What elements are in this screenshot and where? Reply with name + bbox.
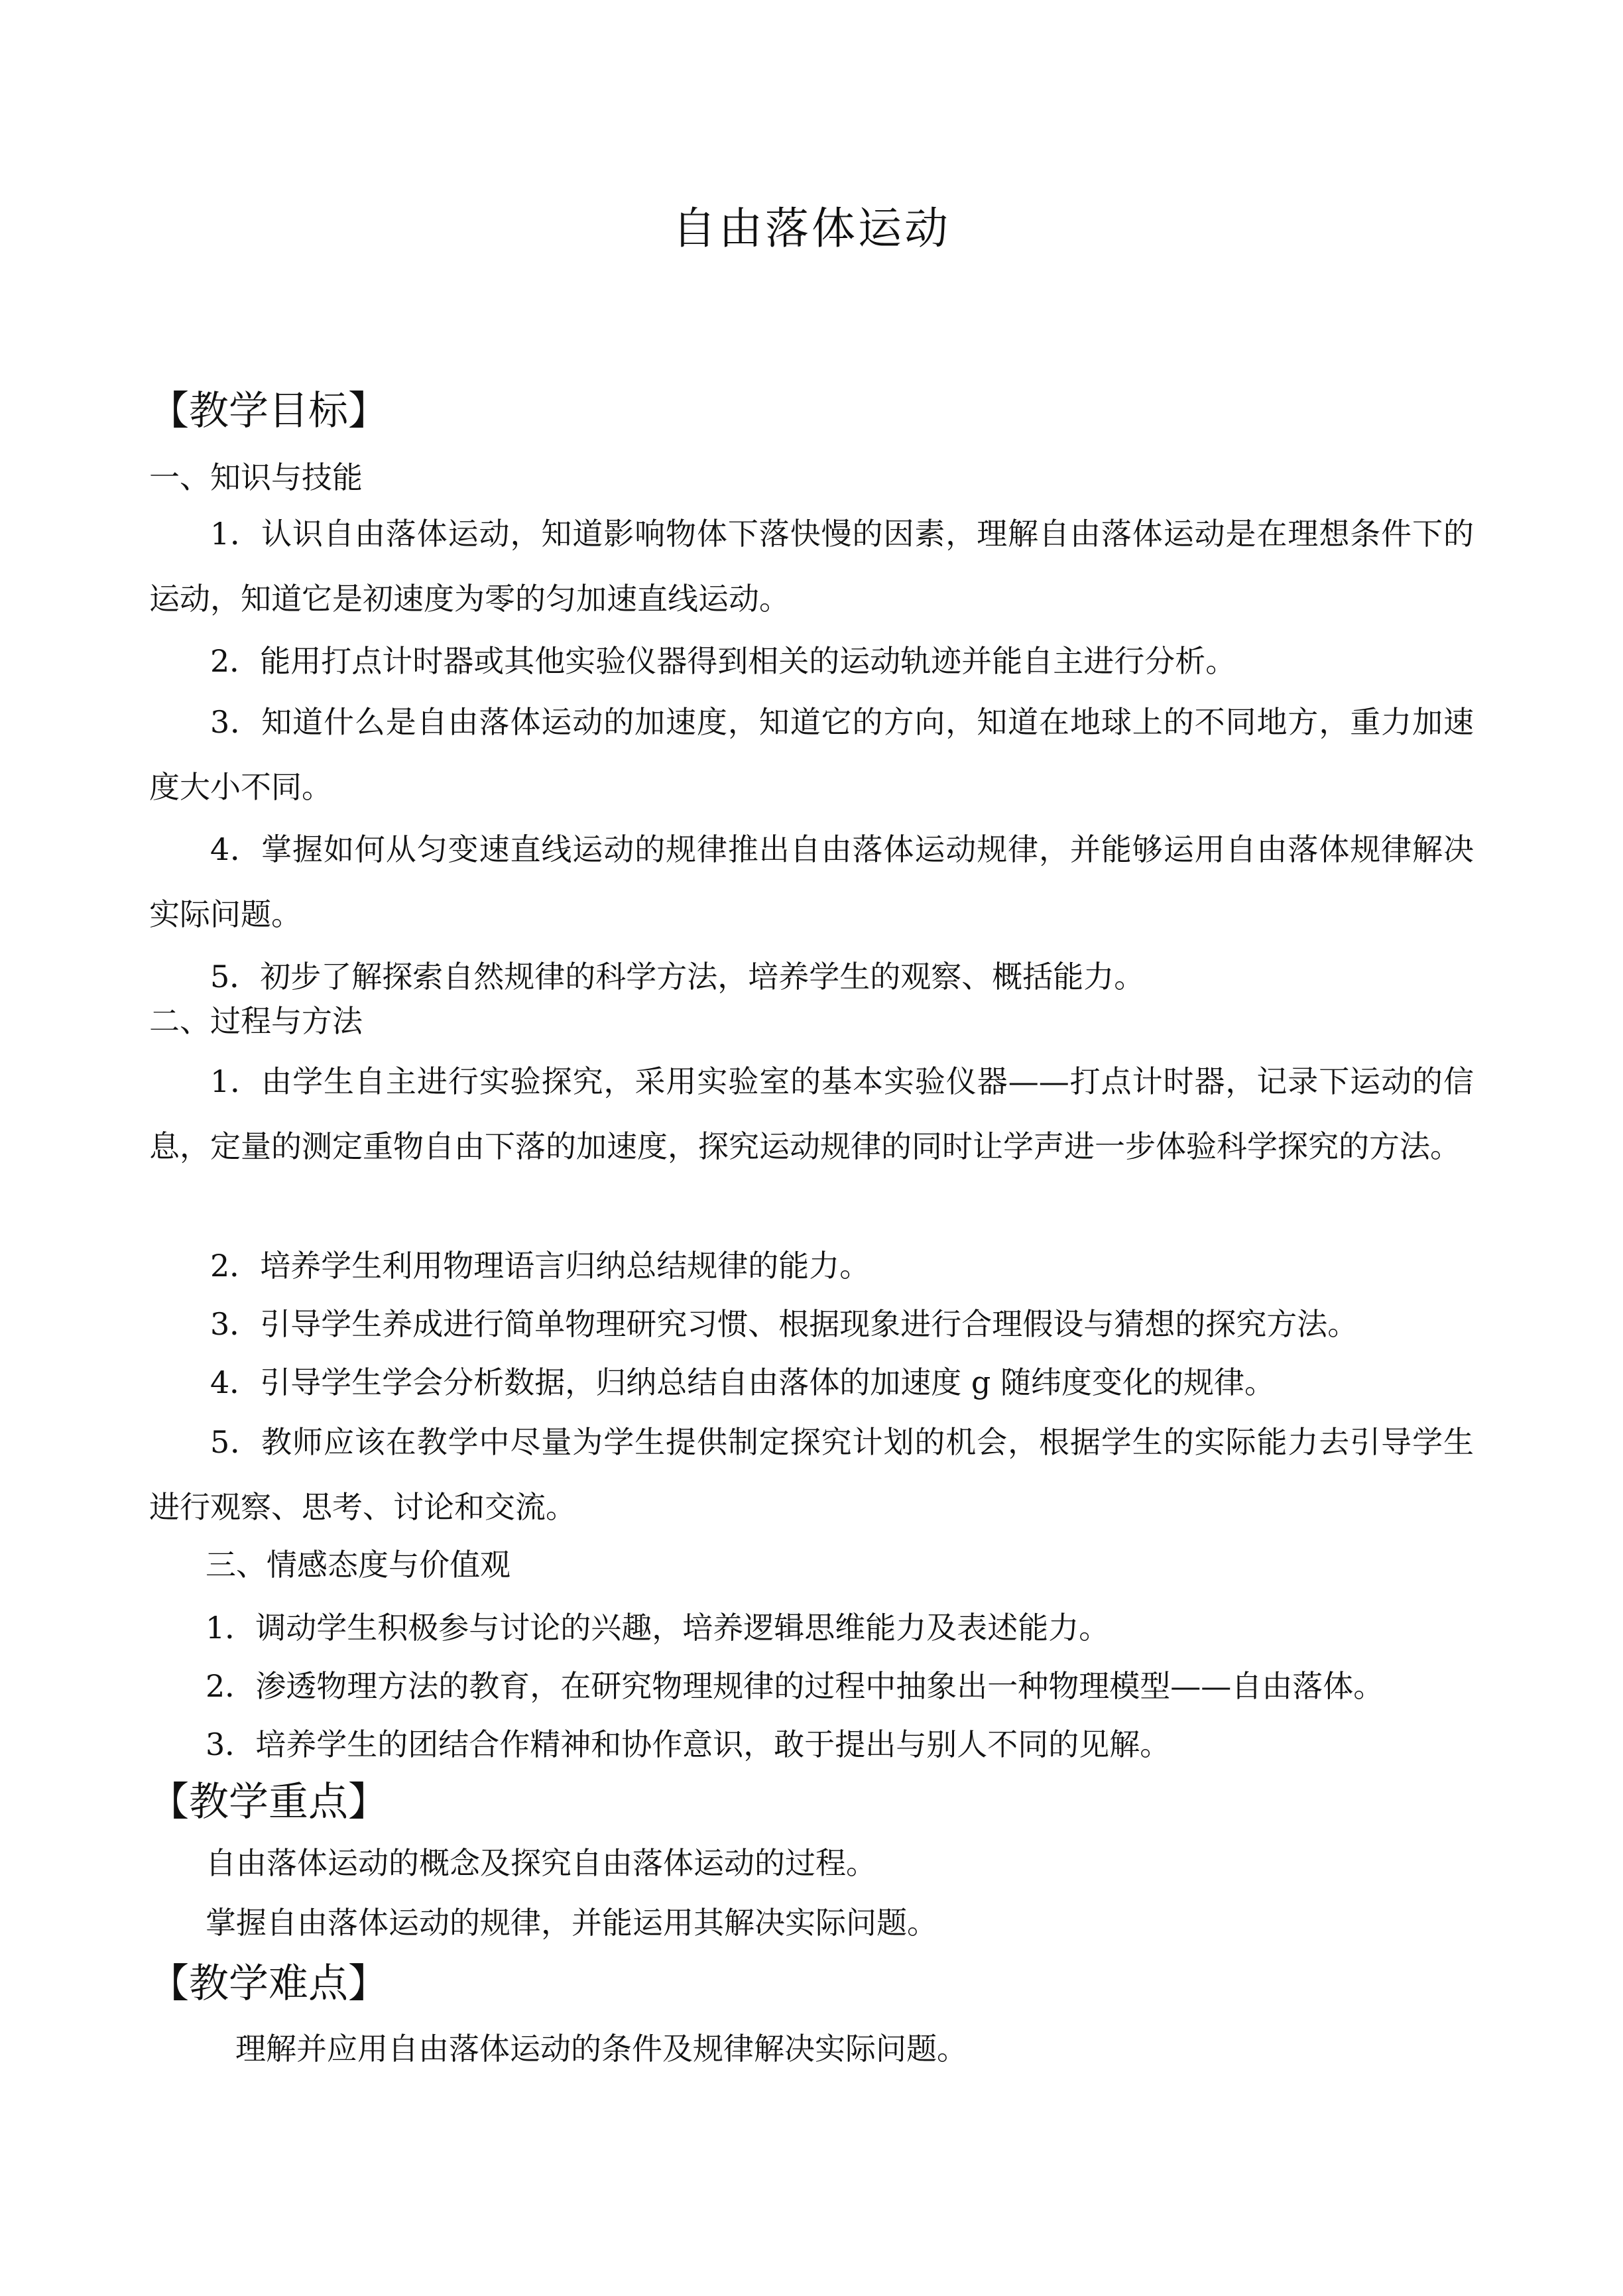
difficulties-heading: 【教学难点】 xyxy=(149,1961,388,2007)
knowledge-item-3: 3．知道什么是自由落体运动的加速度，知道它的方向，知道在地球上的不同地方，重力加速度大小不同。 xyxy=(149,704,1474,805)
objectives-heading: 【教学目标】 xyxy=(149,388,388,434)
knowledge-skills-heading: 一、知识与技能 xyxy=(149,459,363,495)
emotion-item-3: 3．培养学生的团结合作精神和协作意识，敢于提出与别人不同的见解。 xyxy=(206,1726,1171,1762)
key-point-2: 掌握自由落体运动的规律，并能运用其解决实际问题。 xyxy=(206,1905,937,1941)
key-points-heading: 【教学重点】 xyxy=(149,1779,388,1825)
knowledge-item-5: 5．初步了解探索自然规律的科学方法，培养学生的观察、概括能力。 xyxy=(210,959,1145,995)
process-item-1: 1．由学生自主进行实验探究，采用实验室的基本实验仪器——打点计时器，记录下运动的信息，定量的测定重物自由下落的加速度，探究运动规律的同时让学声进一步体验科学探究的方法。 xyxy=(149,1063,1474,1164)
process-item-5: 5．教师应该在教学中尽量为学生提供制定探究计划的机会，根据学生的实际能力去引导学生进行观察、思考、讨论和交流。 xyxy=(149,1424,1474,1525)
knowledge-item-4: 4．掌握如何从匀变速直线运动的规律推出自由落体运动规律，并能够运用自由落体规律解决实际问题。 xyxy=(149,831,1474,932)
knowledge-item-2: 2．能用打点计时器或其他实验仪器得到相关的运动轨迹并能自主进行分析。 xyxy=(210,643,1236,679)
emotion-item-1: 1．调动学生积极参与讨论的兴趣，培养逻辑思维能力及表述能力。 xyxy=(206,1610,1110,1646)
process-method-heading: 二、过程与方法 xyxy=(149,1003,363,1039)
difficulty-1: 理解并应用自由落体运动的条件及规律解决实际问题。 xyxy=(235,2031,967,2067)
knowledge-item-1: 1．认识自由落体运动，知道影响物体下落快慢的因素，理解自由落体运动是在理想条件下的运动，知道它是初速度为零的匀加速直线运动。 xyxy=(149,516,1474,617)
process-item-4: 4．引导学生学会分析数据，归纳总结自由落体的加速度 g 随纬度变化的规律。 xyxy=(210,1364,1275,1400)
process-item-3: 3．引导学生养成进行简单物理研究习惯、根据现象进行合理假设与猜想的探究方法。 xyxy=(210,1306,1358,1342)
emotion-item-2: 2．渗透物理方法的教育，在研究物理规律的过程中抽象出一种物理模型——自由落体。 xyxy=(206,1668,1384,1704)
process-item-2: 2．培养学生利用物理语言归纳总结规律的能力。 xyxy=(210,1248,871,1284)
key-point-1: 自由落体运动的概念及探究自由落体运动的过程。 xyxy=(206,1845,876,1881)
emotion-values-heading: 三、情感态度与价值观 xyxy=(206,1547,511,1583)
document-title: 自由落体运动 xyxy=(672,203,951,254)
